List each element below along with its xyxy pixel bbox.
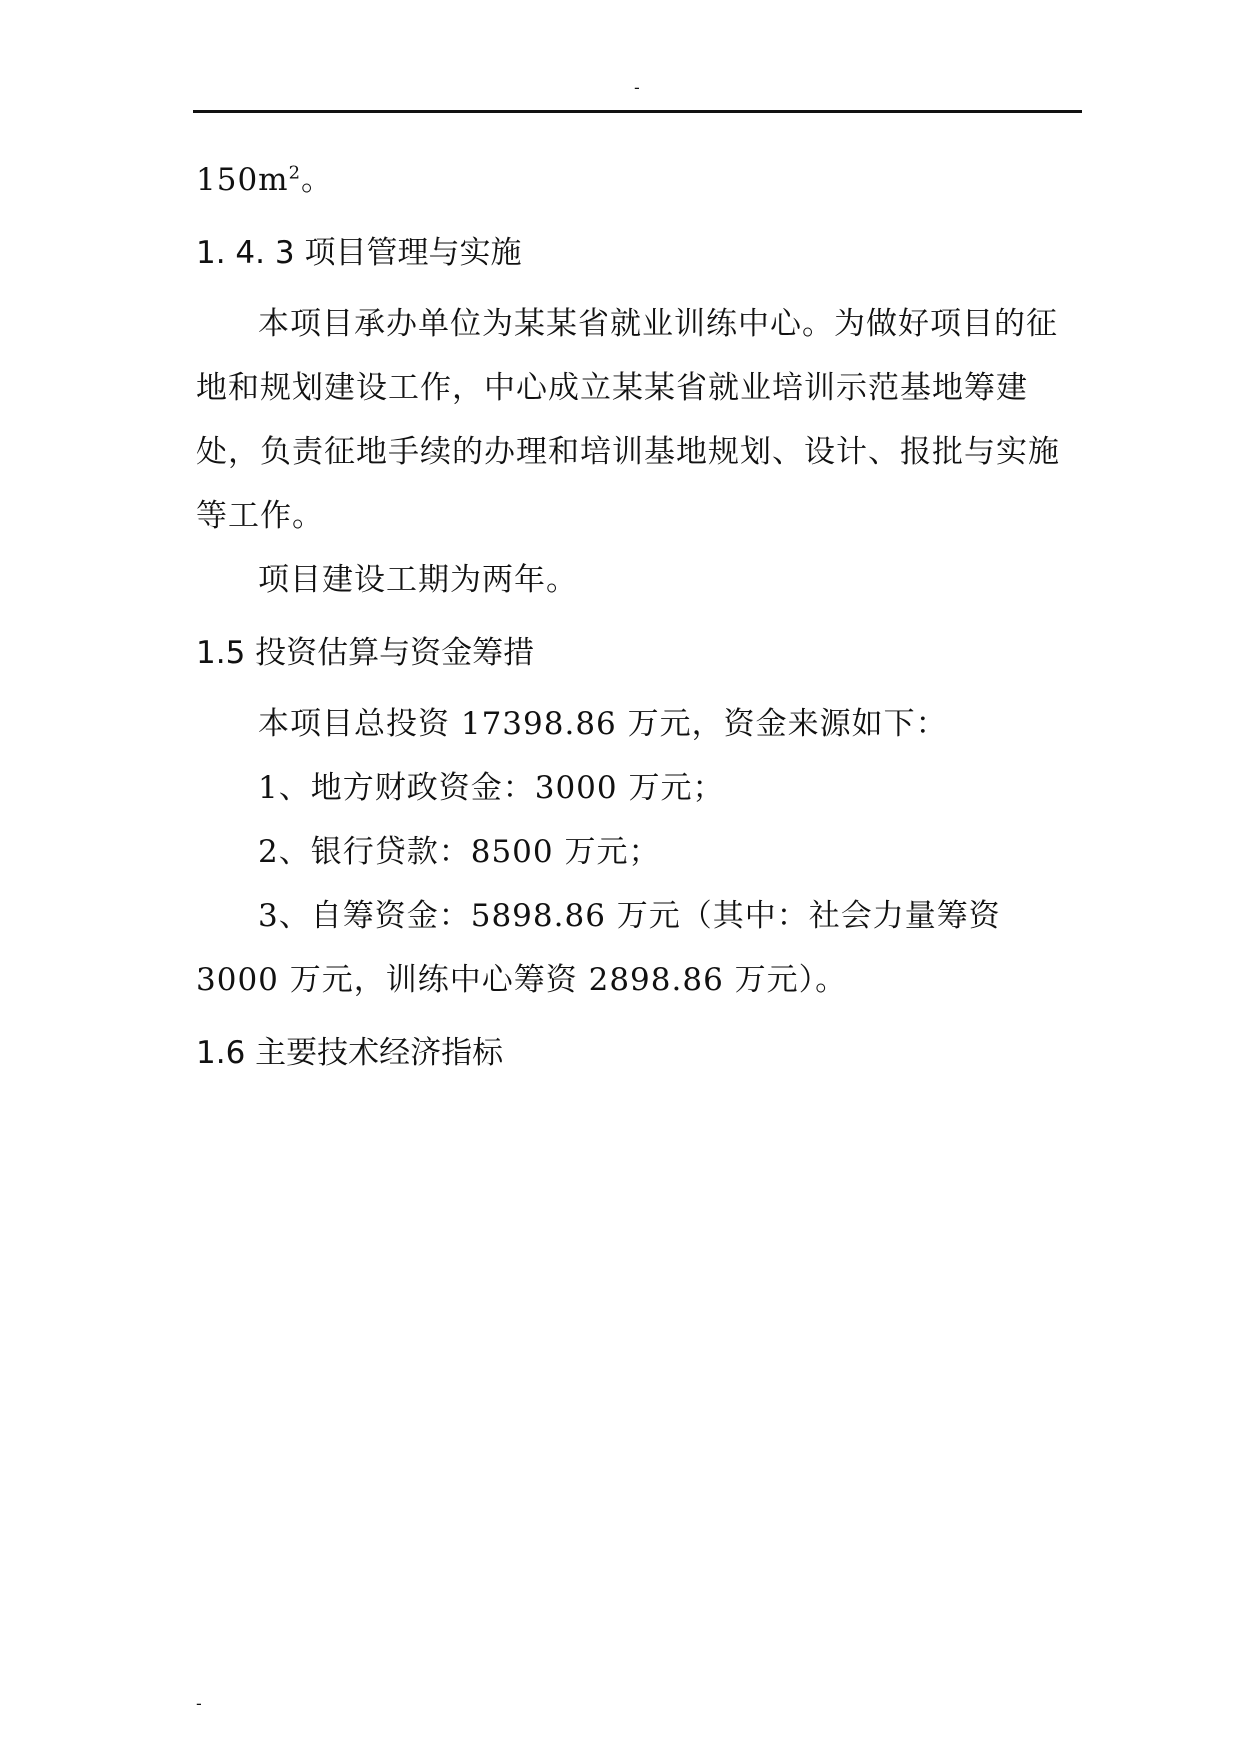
document-body	[196, 148, 1082, 1092]
header-mark: -	[634, 78, 640, 97]
heading-1-6: 1.6 主要技术经济指标	[196, 1035, 504, 1071]
superscript-2: 2	[288, 162, 302, 184]
paragraph-funding-item-3: 3、自筹资金：5898.86 万元（其中：社会力量筹资 3000 万元，训练中心筹资 2898.86 万元）。	[196, 898, 1001, 998]
paragraph-construction-period: 项目建设工期为两年。	[258, 562, 578, 598]
header-rule	[193, 110, 1082, 113]
continuation-line	[196, 148, 1082, 212]
paragraph-funding-item-2: 2、银行贷款：8500 万元；	[258, 834, 661, 870]
heading-1-5: 1.5 投资估算与资金筹措	[196, 635, 535, 671]
paragraph-project-management: 本项目承办单位为某某省就业训练中心。为做好项目的征地和规划建设工作，中心成立某某省就业培训示范基地筹建处，负责征地手续的办理和培训基地规划、设计、报批与实施等工作。	[196, 306, 1060, 534]
continuation-end: 。	[301, 162, 334, 198]
continuation-text: 150m	[196, 162, 289, 198]
footer-mark: -	[196, 1694, 202, 1713]
paragraph-total-investment: 本项目总投资 17398.86 万元，资金来源如下：	[258, 706, 948, 742]
heading-1-4-3: 1. 4. 3 项目管理与实施	[196, 235, 522, 271]
paragraph-funding-item-1: 1、地方财政资金：3000 万元；	[258, 770, 725, 806]
